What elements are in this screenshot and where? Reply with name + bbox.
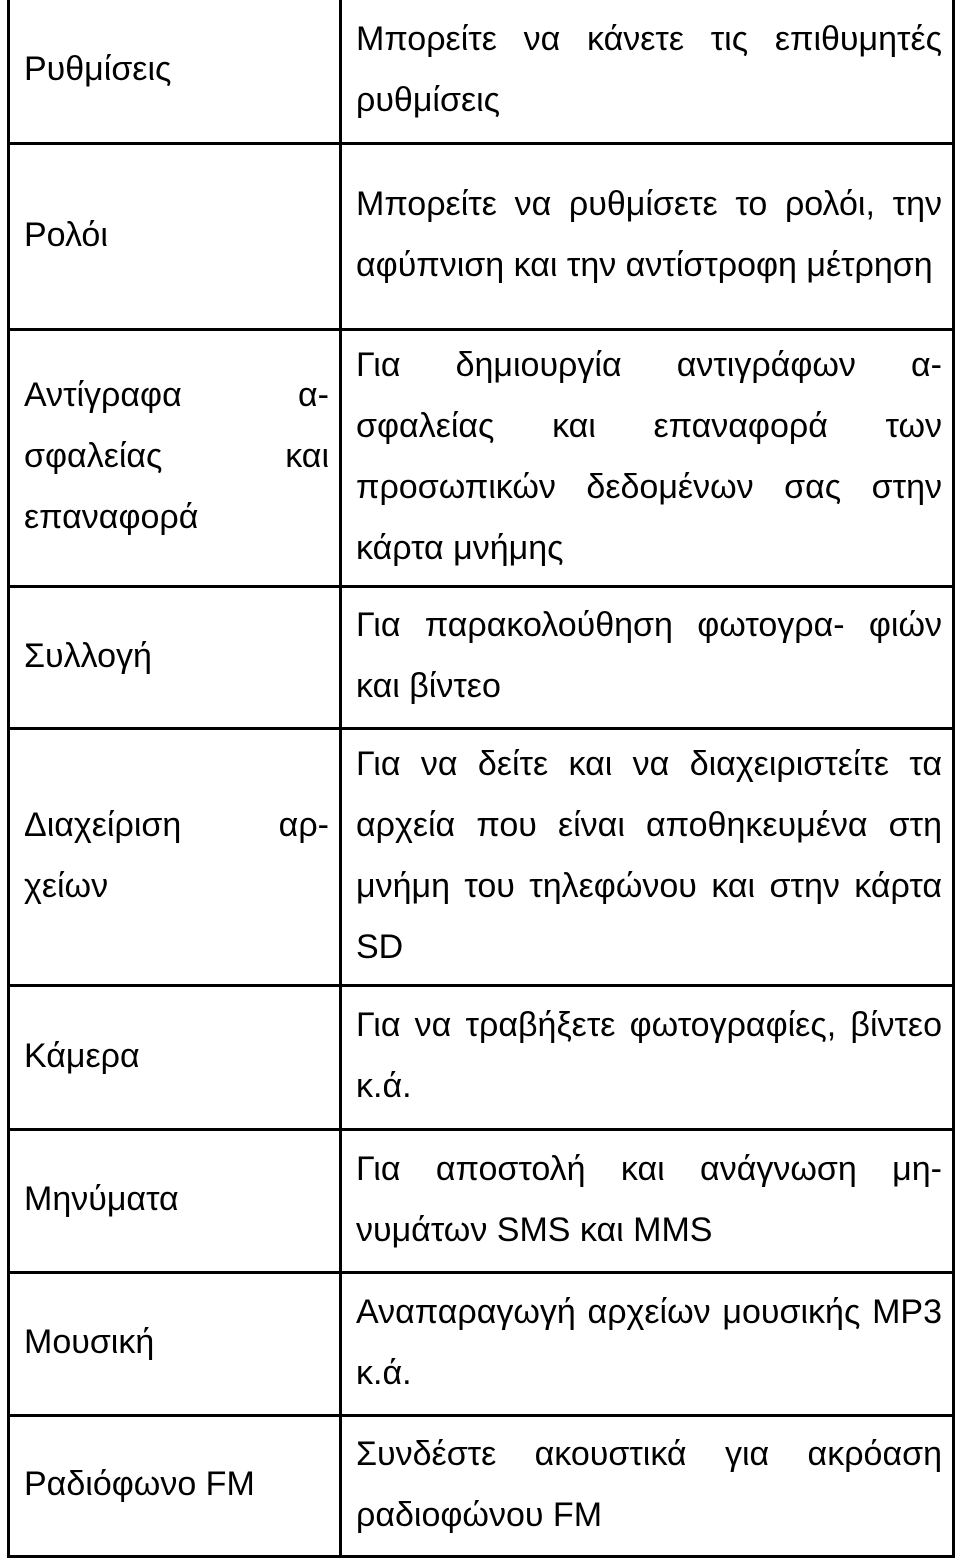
table-row [9,728,954,985]
feature-name-cell [9,1272,341,1415]
feature-name: Ρολόι [24,215,108,254]
feature-name: Ρυθμίσεις [24,50,172,89]
feature-description-cell [341,1272,954,1415]
feature-description: Για παρακολούθηση φωτογρα- φιών και βίντεο [356,606,942,705]
table-row [9,985,954,1129]
feature-name: Μηνύματα [24,1180,179,1218]
table-row [9,143,954,329]
feature-name-cell [9,329,341,586]
feature-description-cell [341,586,954,728]
feature-description: Συνδέστε ακουστικά για ακρόαση ραδιοφώνου FM [356,1434,942,1534]
feature-name-cell [9,0,341,143]
feature-description: Μπορείτε να ρυθμίσετε το ρολόι, την αφύπνιση και την αντίστροφη μέτρηση [356,185,942,284]
feature-name-cell [9,143,341,329]
feature-name: Μουσική [24,1323,155,1361]
table-row [9,586,954,728]
feature-table-body [9,0,954,1556]
feature-description: Για αποστολή και ανάγνωση μη- νυμάτων SMS και MMS [356,1149,942,1249]
feature-name-cell [9,985,341,1129]
feature-description-cell [341,1129,954,1272]
feature-name: Ραδιόφωνο FM [24,1465,255,1503]
feature-table [7,0,955,1558]
feature-description-cell [341,329,954,586]
feature-name-cell [9,1415,341,1556]
feature-description: Για να τραβήξετε φωτογραφίες, βίντεο κ.ά. [356,1006,942,1105]
table-row [9,1415,954,1556]
feature-name: Συλλογή [24,636,152,675]
feature-description-cell [341,1415,954,1556]
table-row [9,0,954,143]
feature-name-cell [9,586,341,728]
feature-description-cell [341,728,954,985]
feature-name: Αντίγραφα α- σφαλείας και επαναφορά [24,376,329,536]
feature-name: Διαχείριση αρ- χείων [24,805,329,905]
feature-description: Αναπαραγωγή αρχείων μουσικής MP3 κ.ά. [356,1292,942,1392]
feature-name: Κάμερα [24,1036,140,1075]
table-row [9,329,954,586]
feature-description: Για να δείτε και να διαχειριστείτε τα αρχεία που είναι αποθηκευμένα στη μνήμη του τηλεφώνου και στην κάρτα SD [356,744,942,966]
table-row [9,1272,954,1415]
feature-description-cell [341,0,954,143]
feature-description-cell [341,985,954,1129]
table-row [9,1129,954,1272]
feature-description: Για δημιουργία αντιγράφων α- σφαλείας και επαναφορά των προσωπικών δεδομένων σας στην κάρτα μνήμης [356,345,942,567]
feature-name-cell [9,728,341,985]
feature-description: Μπορείτε να κάνετε τις επιθυμητές ρυθμίσεις [356,19,942,119]
feature-description-cell [341,143,954,329]
feature-name-cell [9,1129,341,1272]
